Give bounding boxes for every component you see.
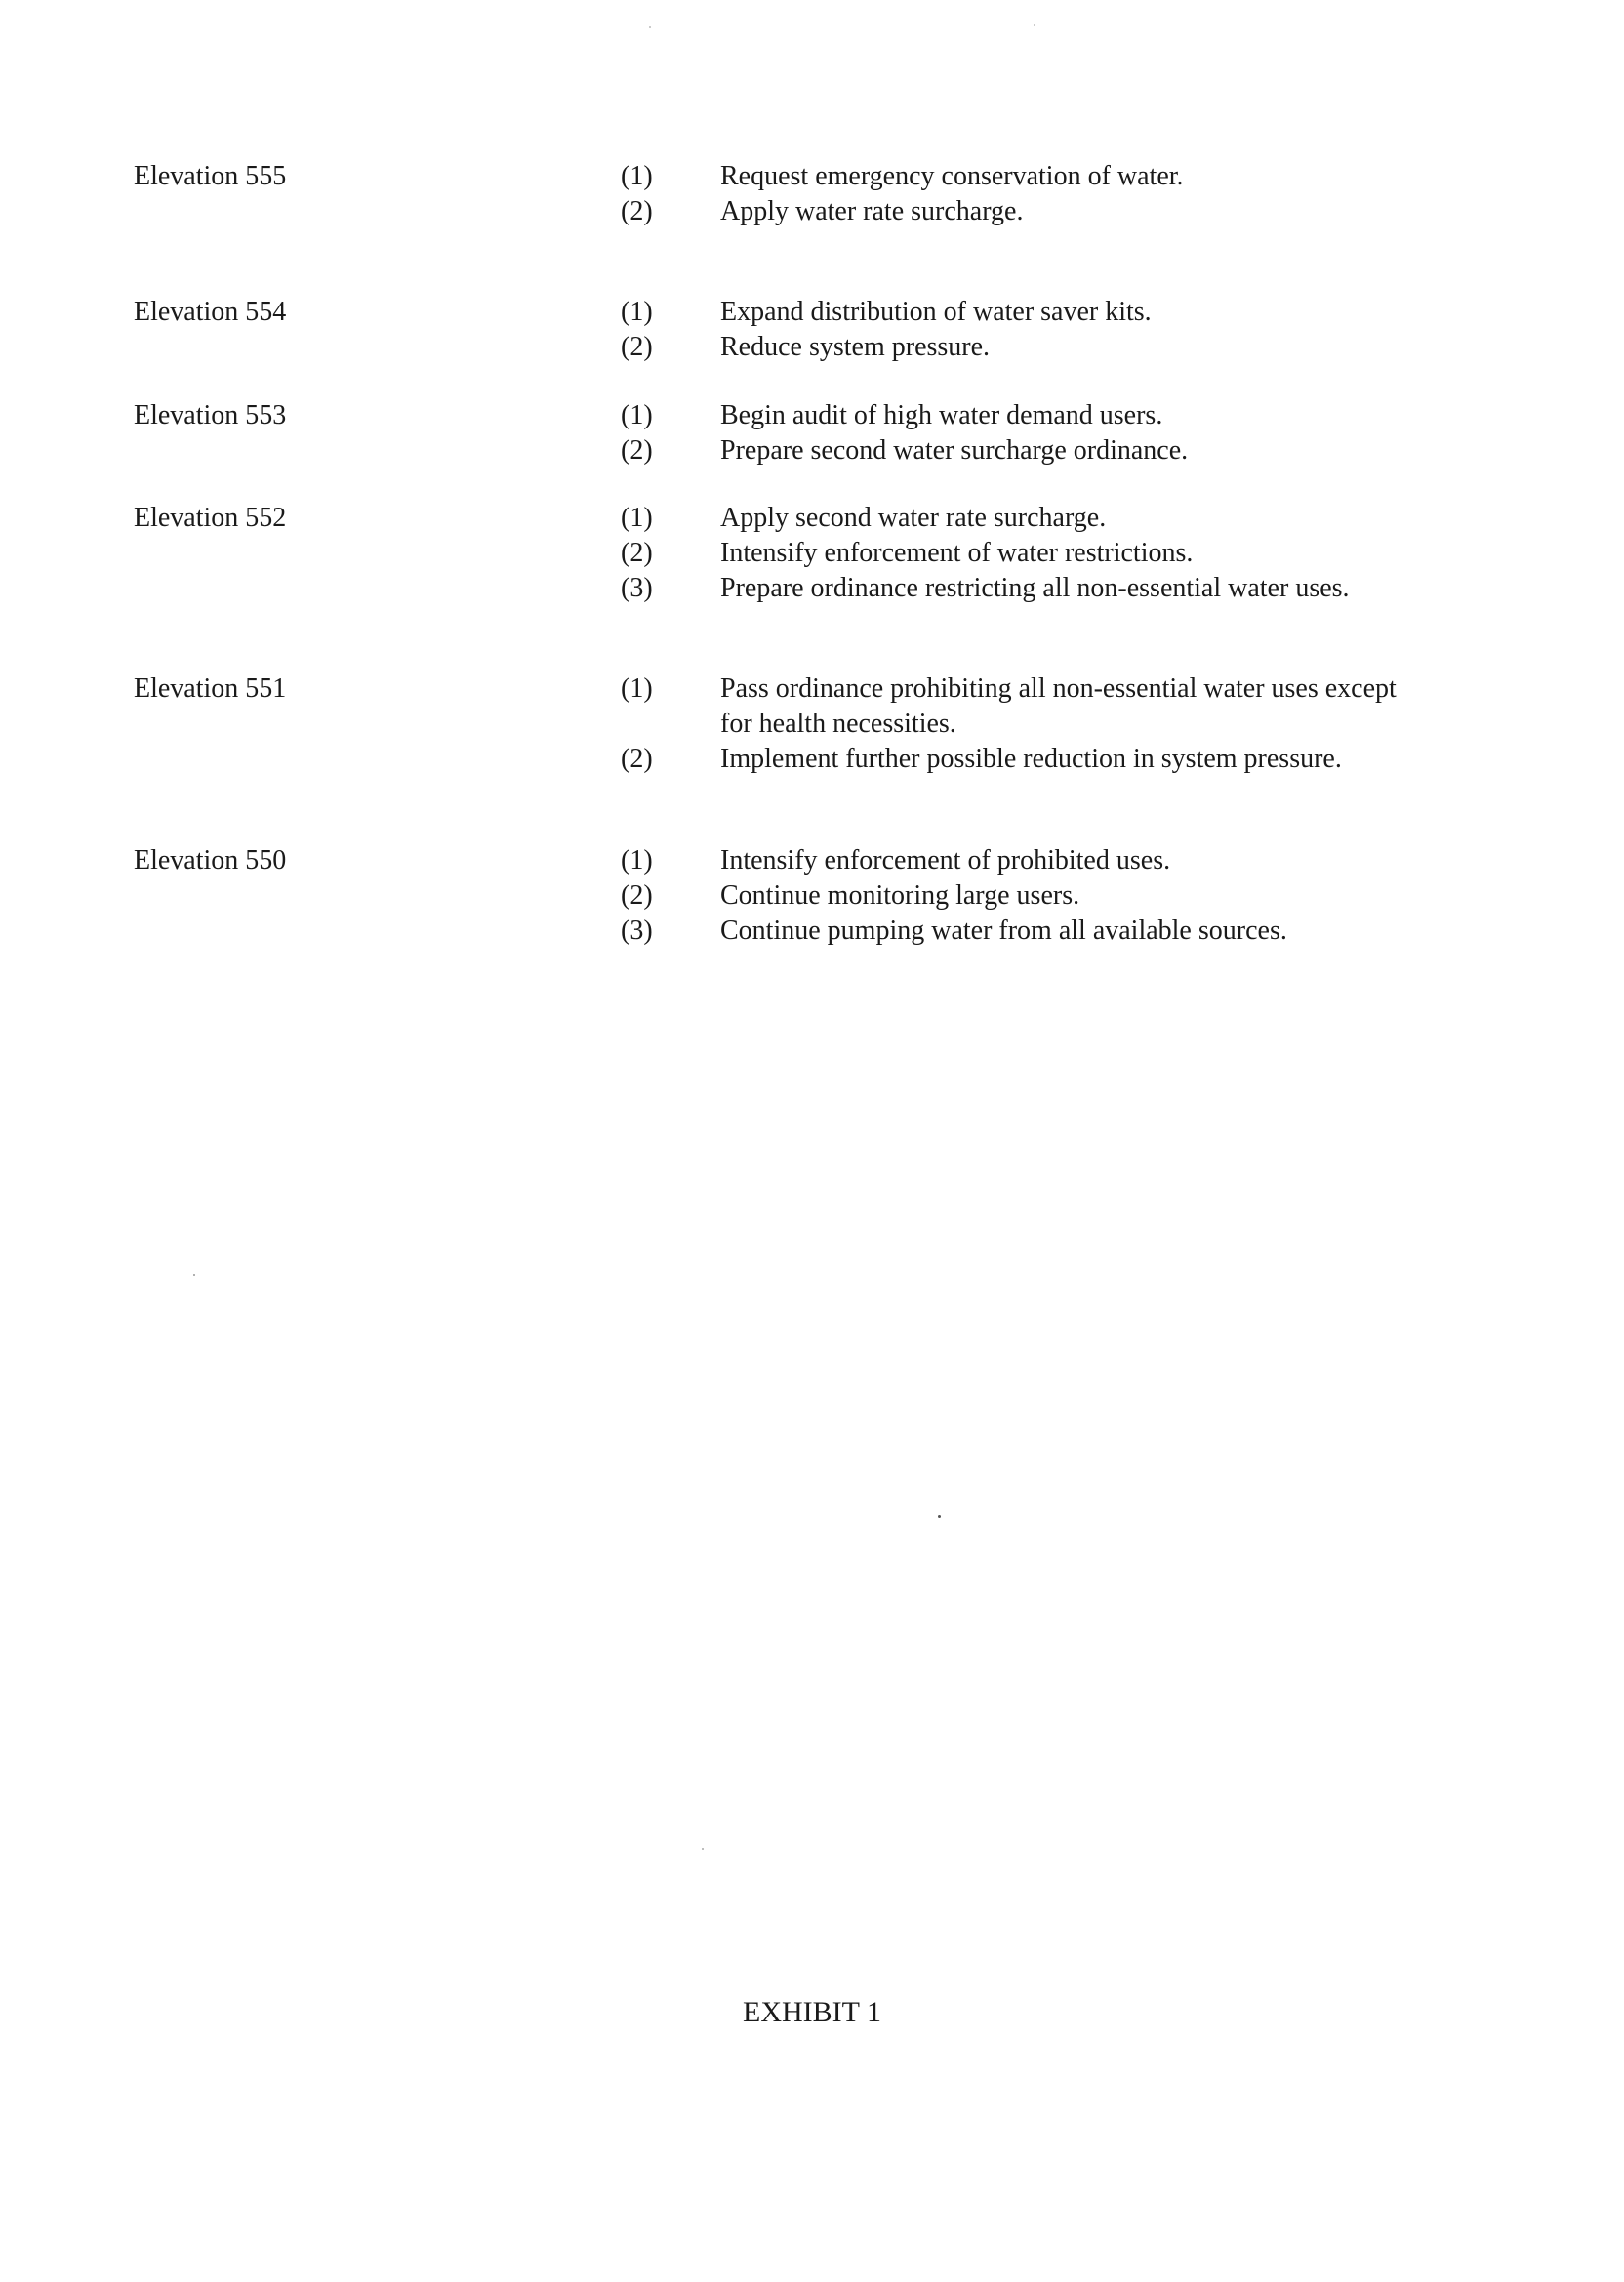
item-text: Intensify enforcement of water restrictions. xyxy=(720,538,1194,568)
list-item xyxy=(0,433,1624,469)
elevation-label: Elevation 554 xyxy=(134,297,287,327)
item-text: Expand distribution of water saver kits. xyxy=(720,297,1152,327)
item-number: (2) xyxy=(621,880,653,911)
scan-speck xyxy=(702,1848,704,1850)
item-number: (1) xyxy=(621,845,653,876)
scan-speck xyxy=(649,26,651,28)
list-item xyxy=(0,878,1624,914)
list-item xyxy=(0,194,1624,229)
elevation-label: Elevation 550 xyxy=(134,845,287,876)
item-text: Continue monitoring large users. xyxy=(720,880,1080,911)
elevation-label: Elevation 552 xyxy=(134,503,287,533)
exhibit-footer: EXHIBIT 1 xyxy=(743,1996,881,2028)
list-item xyxy=(0,330,1624,365)
item-text: Apply water rate surcharge. xyxy=(720,196,1024,226)
scan-speck xyxy=(193,1274,195,1276)
list-item xyxy=(0,571,1624,606)
item-number: (1) xyxy=(621,673,653,704)
list-item xyxy=(0,295,1624,330)
section-elevation-554 xyxy=(0,295,1624,365)
list-item xyxy=(0,398,1624,433)
list-item xyxy=(0,159,1624,194)
item-number: (2) xyxy=(621,744,653,774)
item-number: (2) xyxy=(621,538,653,568)
elevation-label: Elevation 555 xyxy=(134,161,287,191)
scan-speck xyxy=(1034,24,1035,26)
elevation-label: Elevation 553 xyxy=(134,400,287,430)
list-item xyxy=(0,742,1624,777)
item-text: Apply second water rate surcharge. xyxy=(720,503,1107,533)
elevation-label: Elevation 551 xyxy=(134,673,287,704)
section-elevation-551 xyxy=(0,672,1624,777)
item-text: Request emergency conservation of water. xyxy=(720,161,1184,191)
list-item xyxy=(0,501,1624,536)
item-text: Pass ordinance prohibiting all non-essential water uses except for health necessities. xyxy=(720,673,1397,739)
section-elevation-553 xyxy=(0,398,1624,469)
item-number: (2) xyxy=(621,435,653,466)
item-text: Begin audit of high water demand users. xyxy=(720,400,1163,430)
item-number: (2) xyxy=(621,332,653,362)
item-number: (3) xyxy=(621,573,653,603)
item-text: Implement further possible reduction in system pressure. xyxy=(720,744,1342,774)
item-text: Reduce system pressure. xyxy=(720,332,991,362)
item-number: (3) xyxy=(621,916,653,946)
scan-speck xyxy=(938,1515,941,1518)
item-number: (1) xyxy=(621,297,653,327)
list-item xyxy=(0,914,1624,949)
section-elevation-555 xyxy=(0,159,1624,229)
item-text: Prepare second water surcharge ordinance. xyxy=(720,435,1189,466)
item-number: (1) xyxy=(621,503,653,533)
item-text: Continue pumping water from all available sources. xyxy=(720,916,1287,946)
item-number: (2) xyxy=(621,196,653,226)
section-elevation-552 xyxy=(0,501,1624,606)
list-item xyxy=(0,536,1624,571)
list-item xyxy=(0,672,1624,742)
section-elevation-550 xyxy=(0,843,1624,949)
item-number: (1) xyxy=(621,400,653,430)
list-item xyxy=(0,843,1624,878)
item-text: Prepare ordinance restricting all non-essential water uses. xyxy=(720,573,1350,603)
item-text: Intensify enforcement of prohibited uses. xyxy=(720,845,1171,876)
item-number: (1) xyxy=(621,161,653,191)
